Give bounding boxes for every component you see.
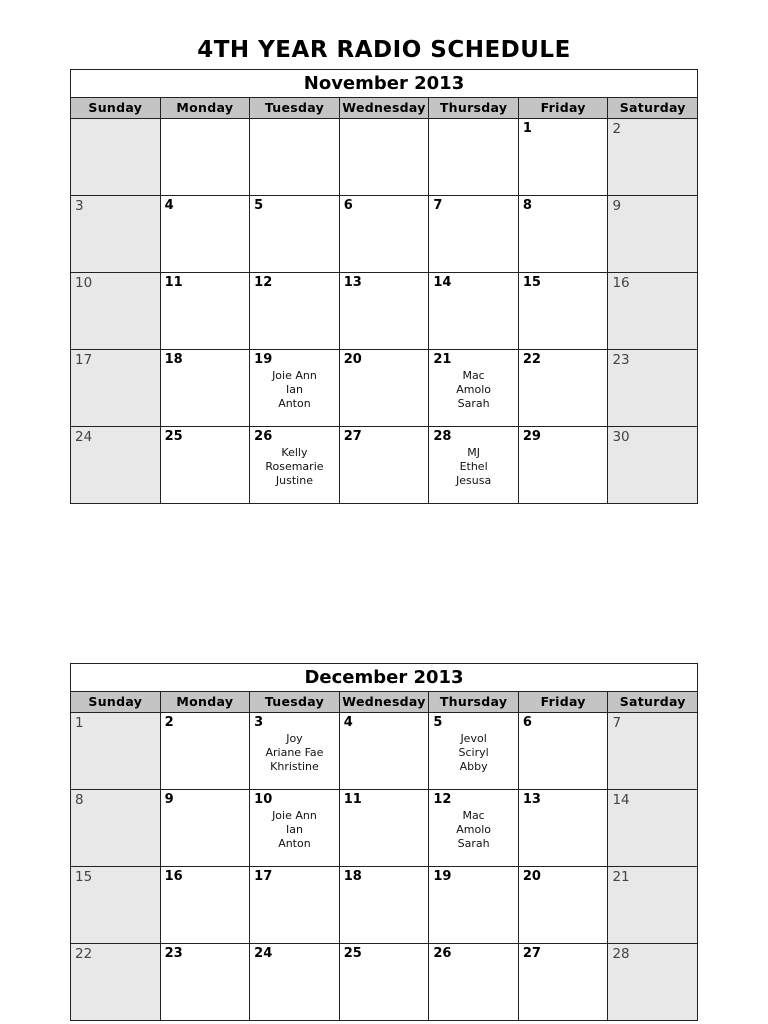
day-cell[interactable] (71, 196, 161, 273)
day-number: 15 (75, 869, 93, 885)
weekday-header-row (71, 692, 698, 713)
day-cell[interactable] (429, 867, 519, 944)
day-cell[interactable] (161, 196, 251, 273)
day-cell[interactable] (519, 119, 609, 196)
day-number: 10 (75, 275, 93, 291)
day-cell[interactable] (250, 350, 340, 427)
day-cell[interactable] (161, 119, 251, 196)
schedule-name: Kelly (281, 446, 308, 459)
day-number: 22 (522, 352, 541, 367)
day-cell[interactable] (608, 867, 698, 944)
day-number: 13 (522, 792, 541, 807)
week-row (71, 867, 698, 944)
day-cell[interactable] (161, 713, 251, 790)
day-cell[interactable] (429, 427, 519, 504)
day-number: 5 (254, 198, 264, 213)
day-cell[interactable] (429, 944, 519, 1021)
day-number: 4 (164, 198, 174, 213)
day-number: 14 (433, 275, 452, 290)
day-number: 10 (254, 792, 273, 807)
day-cell[interactable] (608, 273, 698, 350)
day-number: 25 (164, 429, 183, 444)
schedule-name: Sarah (457, 397, 490, 410)
weekday-header: Friday (519, 98, 609, 119)
day-cell[interactable] (519, 867, 609, 944)
schedule-name: Amolo (456, 823, 491, 836)
day-cell[interactable] (340, 790, 430, 867)
day-number: 16 (164, 869, 183, 884)
schedule-name: Anton (278, 837, 311, 850)
day-number: 19 (433, 869, 452, 884)
day-number: 26 (433, 946, 452, 961)
day-number: 24 (75, 429, 93, 445)
weekday-header: Tuesday (250, 692, 340, 713)
day-cell[interactable] (519, 273, 609, 350)
day-number: 11 (343, 792, 362, 807)
day-cell[interactable] (71, 867, 161, 944)
week-row (71, 944, 698, 1021)
day-number: 29 (522, 429, 541, 444)
day-cell[interactable] (340, 350, 430, 427)
day-cell[interactable] (161, 867, 251, 944)
schedule-name: Jesusa (456, 474, 492, 487)
day-number: 20 (522, 869, 541, 884)
week-row (71, 196, 698, 273)
day-number: 5 (433, 715, 443, 730)
schedule-name: Ariane Fae (265, 746, 324, 759)
week-row (71, 427, 698, 504)
day-cell[interactable] (429, 790, 519, 867)
day-cell[interactable] (608, 944, 698, 1021)
day-cell[interactable] (429, 713, 519, 790)
day-cell[interactable] (519, 427, 609, 504)
day-cell[interactable] (340, 119, 430, 196)
schedule-name: MJ (467, 446, 480, 459)
week-row (71, 350, 698, 427)
weekday-header: Friday (519, 692, 609, 713)
day-number: 8 (522, 198, 532, 213)
weekday-header: Sunday (71, 692, 161, 713)
day-cell[interactable] (250, 427, 340, 504)
day-cell[interactable] (71, 119, 161, 196)
day-cell[interactable] (519, 944, 609, 1021)
schedule-names (429, 732, 518, 774)
day-number: 18 (164, 352, 183, 367)
day-cell[interactable] (340, 944, 430, 1021)
day-cell[interactable] (340, 273, 430, 350)
day-cell[interactable] (71, 273, 161, 350)
schedule-name: Ethel (459, 460, 488, 473)
day-cell[interactable] (608, 713, 698, 790)
day-number: 6 (522, 715, 532, 730)
day-cell[interactable] (340, 713, 430, 790)
day-cell[interactable] (250, 790, 340, 867)
day-cell[interactable] (519, 196, 609, 273)
day-cell[interactable] (161, 273, 251, 350)
day-cell[interactable] (71, 790, 161, 867)
day-number: 6 (343, 198, 353, 213)
month-header: November 2013 (71, 70, 698, 98)
day-number: 7 (612, 715, 622, 731)
day-number: 27 (522, 946, 541, 961)
day-cell[interactable] (71, 350, 161, 427)
weeks (71, 713, 698, 1021)
day-number: 23 (164, 946, 183, 961)
weekday-header: Wednesday (340, 98, 430, 119)
day-number: 21 (612, 869, 630, 885)
schedule-name: Ian (285, 823, 303, 836)
day-number: 16 (612, 275, 630, 291)
day-number: 28 (433, 429, 452, 444)
day-cell[interactable] (340, 196, 430, 273)
day-number: 25 (343, 946, 362, 961)
week-row (71, 713, 698, 790)
day-number: 2 (164, 715, 174, 730)
schedule-name: Abby (459, 760, 488, 773)
day-number: 21 (433, 352, 452, 367)
day-cell[interactable] (71, 427, 161, 504)
weekday-header-row (71, 98, 698, 119)
day-number: 3 (75, 198, 84, 214)
schedule-name: Rosemarie (265, 460, 324, 473)
schedule-names (250, 446, 339, 488)
day-cell[interactable] (250, 196, 340, 273)
day-cell[interactable] (250, 867, 340, 944)
day-number: 2 (612, 121, 622, 137)
schedule-name: Justine (275, 474, 313, 487)
day-cell[interactable] (161, 944, 251, 1021)
day-number: 27 (343, 429, 362, 444)
weekday-header: Thursday (429, 692, 519, 713)
day-number: 28 (612, 946, 630, 962)
day-cell[interactable] (429, 273, 519, 350)
day-number: 11 (164, 275, 183, 290)
schedule-name: Khristine (270, 760, 319, 773)
weekday-header: Saturday (608, 98, 698, 119)
schedule-name: Amolo (456, 383, 491, 396)
schedule-name: Joie Ann (272, 809, 317, 822)
page-title: 4TH YEAR RADIO SCHEDULE (197, 37, 571, 63)
day-number: 20 (343, 352, 362, 367)
day-number: 24 (254, 946, 273, 961)
weekday-header: Monday (161, 98, 251, 119)
month-header: December 2013 (71, 664, 698, 692)
day-number: 30 (612, 429, 630, 445)
schedule-name: Sciryl (458, 746, 489, 759)
day-number: 9 (612, 198, 622, 214)
day-cell[interactable] (71, 944, 161, 1021)
day-cell[interactable] (429, 350, 519, 427)
day-cell[interactable] (608, 427, 698, 504)
day-cell[interactable] (429, 196, 519, 273)
day-number: 12 (433, 792, 452, 807)
day-number: 9 (164, 792, 174, 807)
day-number: 13 (343, 275, 362, 290)
day-number: 7 (433, 198, 443, 213)
day-number: 18 (343, 869, 362, 884)
schedule-names (429, 446, 518, 488)
day-number: 17 (254, 869, 273, 884)
day-number: 4 (343, 715, 353, 730)
schedule-name: Ian (285, 383, 303, 396)
weekday-header: Saturday (608, 692, 698, 713)
day-cell[interactable] (608, 119, 698, 196)
day-number: 3 (254, 715, 264, 730)
week-row (71, 273, 698, 350)
schedule-names (250, 369, 339, 411)
day-cell[interactable] (161, 427, 251, 504)
schedule-name: Sarah (457, 837, 490, 850)
day-cell[interactable] (429, 119, 519, 196)
day-cell[interactable] (340, 867, 430, 944)
schedule-name: Mac (462, 809, 485, 822)
day-number: 8 (75, 792, 84, 808)
weeks (71, 119, 698, 504)
weekday-header: Tuesday (250, 98, 340, 119)
day-number: 26 (254, 429, 273, 444)
week-row (71, 790, 698, 867)
schedule-name: Mac (462, 369, 485, 382)
day-cell[interactable] (250, 944, 340, 1021)
calendar-november (70, 69, 698, 504)
weekday-header: Monday (161, 692, 251, 713)
day-number: 1 (75, 715, 84, 731)
day-cell[interactable] (608, 350, 698, 427)
week-row (71, 119, 698, 196)
schedule-name: Joy (286, 732, 303, 745)
day-number: 19 (254, 352, 273, 367)
schedule-name: Joie Ann (272, 369, 317, 382)
day-number: 12 (254, 275, 273, 290)
day-cell[interactable] (250, 713, 340, 790)
day-number: 22 (75, 946, 93, 962)
day-cell[interactable] (250, 273, 340, 350)
day-number: 1 (522, 121, 532, 136)
weekday-header: Sunday (71, 98, 161, 119)
schedule-names (250, 732, 339, 774)
day-number: 15 (522, 275, 541, 290)
day-cell[interactable] (608, 790, 698, 867)
day-cell[interactable] (340, 427, 430, 504)
schedule-names (429, 809, 518, 851)
day-cell[interactable] (250, 119, 340, 196)
day-number: 23 (612, 352, 630, 368)
day-cell[interactable] (519, 713, 609, 790)
schedule-names (250, 809, 339, 851)
schedule-name: Jevol (460, 732, 487, 745)
day-cell[interactable] (161, 350, 251, 427)
schedule-names (429, 369, 518, 411)
weekday-header: Wednesday (340, 692, 430, 713)
day-cell[interactable] (71, 713, 161, 790)
calendar-december (70, 663, 698, 1021)
day-number: 14 (612, 792, 630, 808)
schedule-name: Anton (278, 397, 311, 410)
day-cell[interactable] (161, 790, 251, 867)
day-cell[interactable] (519, 790, 609, 867)
weekday-header: Thursday (429, 98, 519, 119)
day-number: 17 (75, 352, 93, 368)
day-cell[interactable] (608, 196, 698, 273)
day-cell[interactable] (519, 350, 609, 427)
